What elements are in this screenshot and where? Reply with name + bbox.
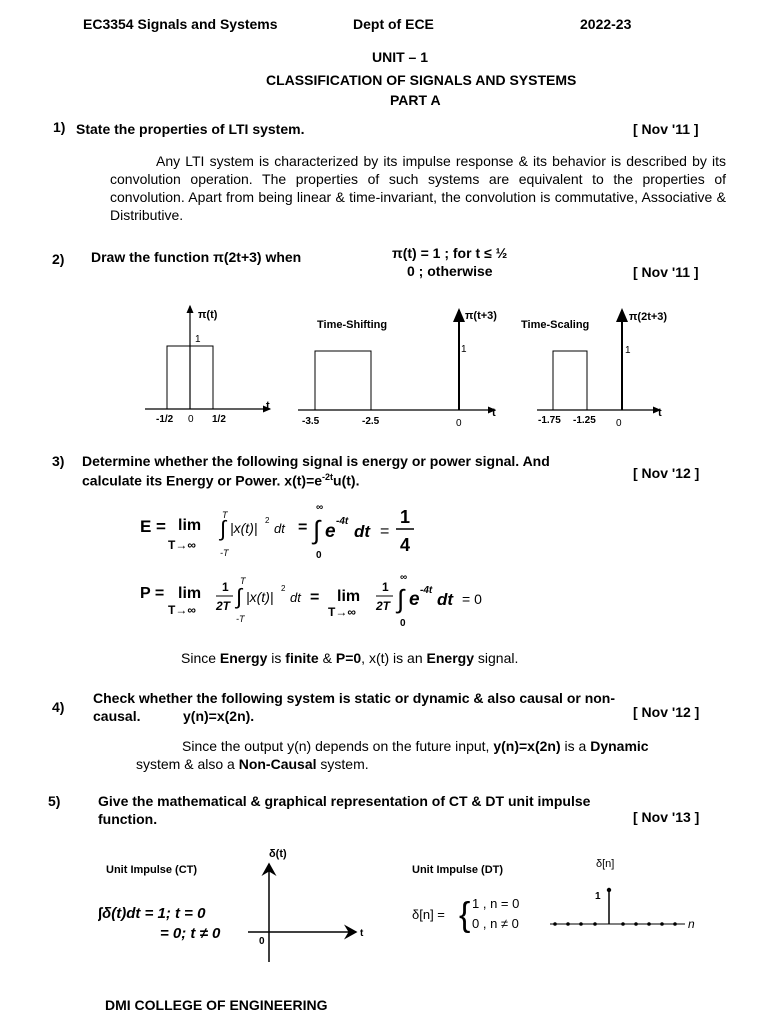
svg-text:=: = [380, 523, 390, 540]
svg-text:{: { [459, 896, 471, 934]
svg-text:∫: ∫ [397, 584, 405, 614]
svg-text:=: = [310, 589, 320, 606]
tick-label: 1/2 [212, 414, 226, 425]
condition-line: 0 ; otherwise [407, 263, 493, 279]
amplitude-label: 1 [461, 344, 467, 355]
question-text: Determine whether the following signal is energy or power signal. And [82, 453, 550, 469]
energy-conclusion: Since Energy is finite & P=0, x(t) is an Energy signal. [181, 650, 519, 666]
amplitude-label: 1 [195, 334, 201, 345]
ct-equation: ∫δ(t)dt = 1; t = 0 [98, 905, 206, 922]
axis-label: π(t+3) [465, 310, 497, 322]
t-label: t [266, 400, 270, 412]
svg-text:= 0: = 0 [462, 591, 482, 607]
svg-text:|x(t)|: |x(t)| [230, 520, 258, 536]
svg-text:lim: lim [178, 585, 202, 602]
svg-text:=: = [298, 519, 308, 536]
exam-tag: [ Nov '12 ] [633, 465, 700, 481]
question-text: function. [98, 811, 158, 827]
dt-impulse-figure [400, 850, 720, 950]
axis-label: δ(t) [269, 848, 287, 860]
svg-text:dt: dt [290, 590, 301, 605]
question-text: causal. [93, 708, 141, 724]
tick-label: 0 [456, 418, 462, 429]
tick-label: -3.5 [302, 416, 320, 427]
power-equation [130, 574, 510, 630]
answer-line: system & also a Non-Causal system. [136, 756, 369, 772]
question-text: State the properties of LTI system. [76, 121, 305, 137]
svg-text:1: 1 [400, 507, 411, 527]
svg-text:dt: dt [354, 522, 371, 541]
question-number: 2) [52, 251, 65, 267]
footer-college: DMI COLLEGE OF ENGINEERING [105, 997, 328, 1013]
condition-line: π(t) = 1 ; for t ≤ ½ [392, 245, 508, 261]
figure-pi-t [145, 306, 270, 425]
question-text: Draw the function π(2t+3) when [91, 249, 302, 265]
energy-equation [130, 500, 450, 562]
amplitude-label: 1 [595, 891, 601, 902]
caption: Time-Scaling [521, 319, 590, 331]
figure-time-scaling [521, 310, 667, 429]
svg-text:e: e [409, 589, 420, 610]
svg-text:|x(t)|: |x(t)| [246, 589, 274, 605]
axis-label: π(t) [198, 309, 218, 321]
question-number: 1) [53, 119, 66, 135]
ct-impulse-figure [98, 842, 378, 972]
svg-text:-T: -T [236, 614, 245, 624]
svg-text:∫: ∫ [313, 515, 321, 545]
caption: Time-Shifting [317, 319, 388, 331]
answer-paragraph: Any LTI system is characterized by its impulse response & its behavior is described by its convolution operation. The properties of such systems are equivalent to the properties of convolution. Apart from being linear & time-invariant, the convolution is commutative, Associative & Distributive. [110, 153, 726, 223]
t-label: t [658, 407, 662, 419]
dt-lhs: δ[n] = [412, 907, 445, 922]
svg-text:2T: 2T [376, 599, 391, 613]
svg-text:-4t: -4t [420, 585, 433, 596]
question-text: calculate its Energy or Power. $x(t)=e^{-2t}u(t)$. [82, 472, 360, 489]
svg-text:∞: ∞ [316, 502, 324, 513]
question-number: 3) [52, 453, 65, 469]
question-text: Give the mathematical & graphical representation of CT & DT unit impulse [98, 793, 591, 809]
tick-label: -1.75 [538, 415, 561, 426]
pulse-rect [553, 351, 587, 410]
question-number: 4) [52, 699, 65, 715]
svg-text:E =: E = [140, 517, 166, 536]
axis-label: π(2t+3) [629, 311, 668, 323]
svg-text:1: 1 [222, 580, 229, 594]
axis-label: δ[n] [596, 858, 615, 870]
pulse-rect [315, 351, 371, 410]
svg-text:2: 2 [265, 516, 270, 525]
unit-subtitle: CLASSIFICATION OF SIGNALS AND SYSTEMS [266, 72, 577, 88]
n-label: n [688, 917, 695, 931]
department: Dept of ECE [353, 16, 434, 32]
unit-title: UNIT – 1 [372, 49, 429, 65]
academic-year: 2022-23 [580, 16, 632, 32]
answer-line: Since the output y(n) depends on the future input, y(n)=x(2n) is a Dynamic [182, 738, 649, 754]
exam-tag: [ Nov '11 ] [633, 264, 699, 280]
impulse-dot [607, 888, 611, 892]
tick-label: 0 [188, 414, 194, 425]
amplitude-label: 1 [625, 345, 631, 356]
svg-text:4: 4 [400, 535, 411, 555]
tick-label: -2.5 [362, 416, 380, 427]
svg-text:T: T [222, 510, 228, 520]
svg-text:∞: ∞ [400, 574, 408, 583]
svg-text:2: 2 [281, 584, 286, 593]
question-text: y(n)=x(2n). [183, 708, 255, 724]
course-title: EC3354 Signals and Systems [83, 16, 278, 32]
svg-text:2T: 2T [216, 599, 231, 613]
svg-text:∫: ∫ [236, 584, 243, 609]
question-number: 5) [48, 793, 61, 809]
svg-text:T→∞: T→∞ [168, 538, 196, 552]
svg-text:e: e [325, 521, 336, 542]
caption: Unit Impulse (CT) [106, 864, 198, 876]
svg-text:∫: ∫ [220, 516, 227, 541]
svg-text:0: 0 [316, 550, 322, 561]
origin-label: 0 [259, 936, 265, 947]
svg-text:T→∞: T→∞ [168, 603, 196, 617]
svg-text:-4t: -4t [336, 516, 349, 527]
tick-label: 0 [616, 418, 622, 429]
svg-text:lim: lim [178, 517, 202, 534]
svg-text:0: 0 [400, 618, 406, 629]
svg-text:T→∞: T→∞ [328, 605, 356, 619]
ct-equation: = 0; t ≠ 0 [160, 925, 221, 942]
svg-text:-T: -T [220, 548, 229, 558]
dt-case: 0 , n ≠ 0 [472, 916, 519, 931]
figure-time-shifting [298, 310, 497, 429]
t-label: t [360, 928, 364, 939]
exam-tag: [ Nov '12 ] [633, 704, 700, 720]
part-title: PART A [390, 92, 441, 108]
svg-text:dt: dt [437, 590, 454, 609]
svg-text:P =: P = [140, 585, 165, 602]
question-text: Check whether the following system is static or dynamic & also causal or non- [93, 690, 616, 706]
svg-text:T: T [240, 576, 246, 586]
dt-case: 1 , n = 0 [472, 896, 520, 911]
t-label: t [492, 407, 496, 419]
svg-text:lim: lim [337, 588, 361, 605]
tick-label: -1.25 [573, 415, 596, 426]
exam-tag: [ Nov '13 ] [633, 809, 700, 825]
rect-pulse-figures [0, 296, 768, 436]
tick-label: -1/2 [156, 414, 174, 425]
exam-tag: [ Nov '11 ] [633, 121, 699, 137]
svg-text:1: 1 [382, 580, 389, 594]
svg-text:dt: dt [274, 521, 285, 536]
caption: Unit Impulse (DT) [412, 864, 504, 876]
